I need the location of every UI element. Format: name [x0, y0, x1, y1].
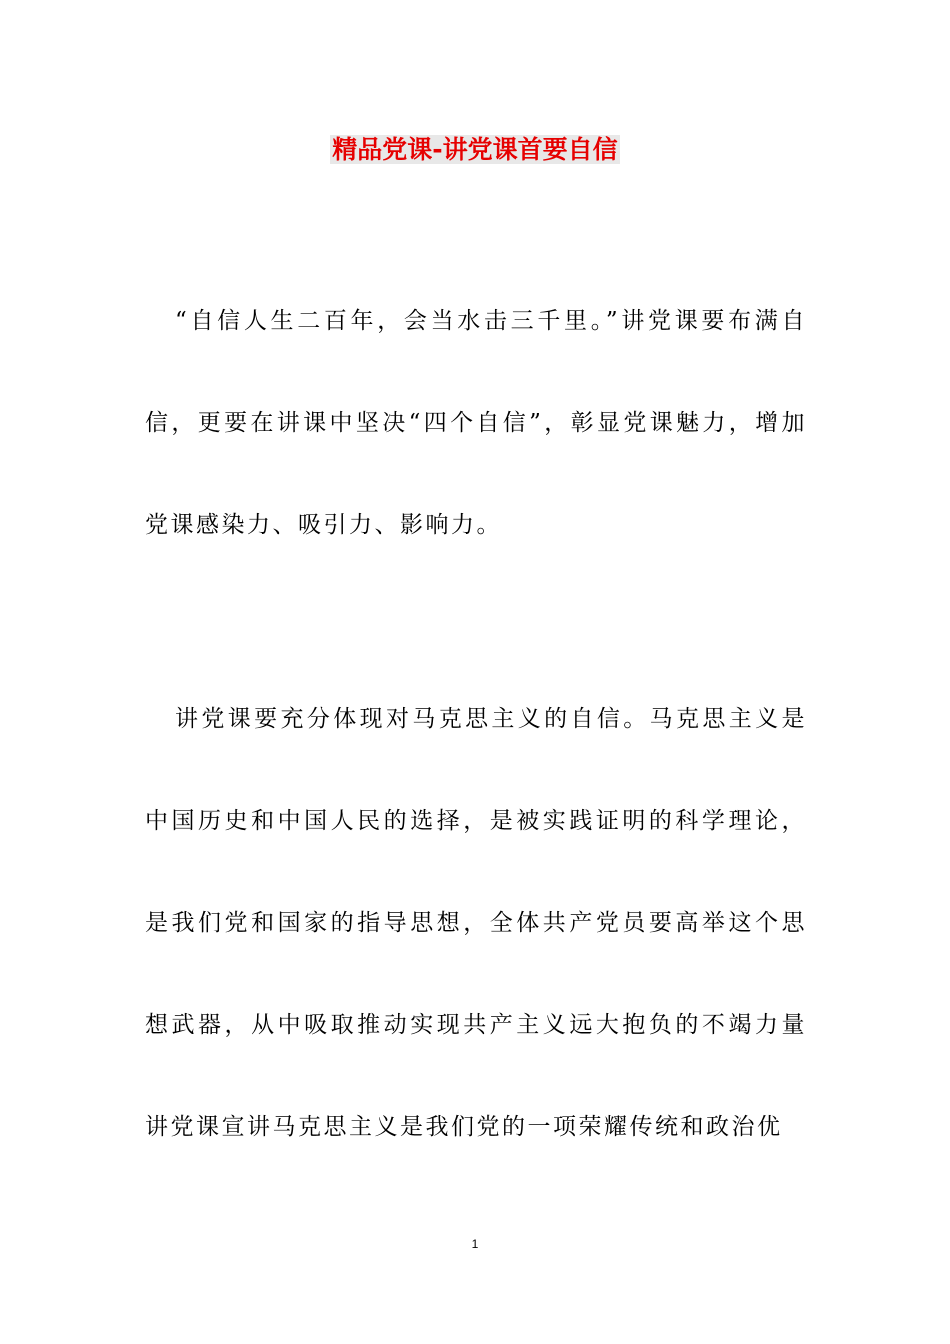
paragraph-2: 讲党课要充分体现对马克思主义的自信。马克思主义是中国历史和中国人民的选择，是被实践证明的科学理论，是我们党和国家的指导思想，全体共产党员要高举这个思想武器，从中吸取推动实现共产主义远大抱负的不竭力量讲党课宣讲马克思主义是我们党的一项荣耀传统和政治优	[145, 706, 807, 1140]
page-number: 1	[471, 1237, 479, 1251]
document-title	[0, 128, 950, 172]
paragraph-1: “自信人生二百年，会当水击三千里。”讲党课要布满自信，更要在讲课中坚决“四个自信”，彰显党课魅力，增加党课感染力、吸引力、影响力。	[145, 308, 807, 538]
title-text: 精品党课-讲党课首要自信	[332, 135, 618, 164]
